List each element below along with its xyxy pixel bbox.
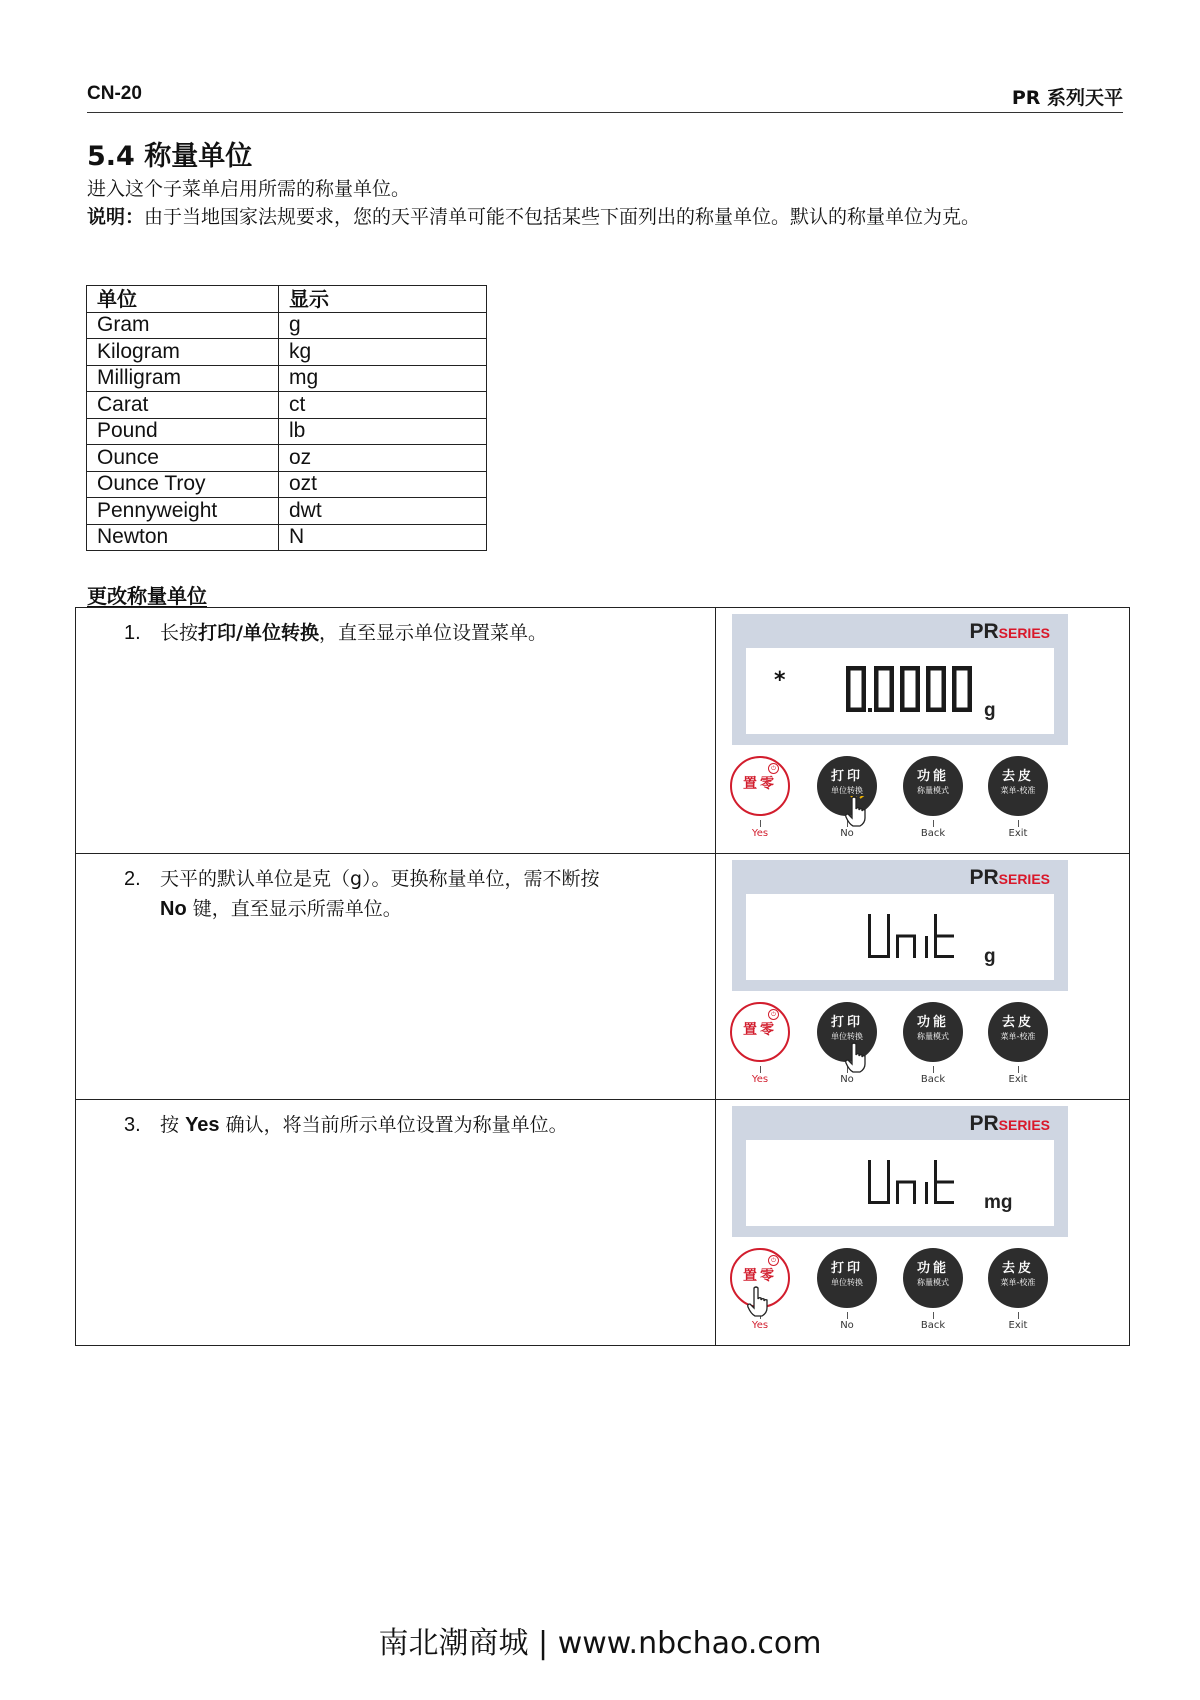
step-text: 键，直至显示所需单位。: [192, 898, 402, 920]
step-key-name: Yes: [185, 1114, 220, 1136]
section-intro: 进入这个子菜单启用所需的称量单位。: [87, 178, 411, 200]
brand-series: SERIES: [998, 625, 1050, 641]
key-main-label: 打印: [830, 769, 863, 784]
header-display: 显示: [279, 286, 487, 313]
step-key-name: No: [160, 898, 187, 920]
key-sub-label: 称量模式: [917, 1032, 949, 1041]
lcd-segment: [890, 666, 895, 689]
unit-name: Ounce Troy: [87, 471, 279, 498]
lcd-segment: [926, 666, 931, 689]
scale-panel: [716, 854, 1129, 1098]
unit-name: Newton: [87, 524, 279, 551]
lcd-screen: [746, 648, 1054, 734]
table-row: [87, 498, 487, 525]
lcd-segment: [913, 936, 916, 958]
key-tick: [1018, 1066, 1019, 1073]
key-caption: Back: [920, 1074, 946, 1085]
power-icon: ⏻: [768, 1255, 779, 1266]
table-row: [87, 365, 487, 392]
lcd-segment: [925, 936, 928, 958]
key-main-label: 置零: [743, 1268, 777, 1284]
display-bezel: [732, 1106, 1068, 1237]
unit-symbol: lb: [279, 418, 487, 445]
step-text: 确认，将当前所示单位设置为称量单位。: [225, 1114, 568, 1136]
lcd-segment: [868, 1182, 871, 1204]
zero-key[interactable]: [730, 756, 790, 816]
lcd-segment: [868, 1160, 871, 1182]
lcd-segment: [900, 689, 905, 712]
section-note: [87, 203, 1127, 232]
key-main-label: 置零: [743, 1022, 777, 1038]
page-number: CN-20: [87, 83, 142, 104]
brand-pr: PR: [969, 866, 999, 889]
stability-indicator: *: [774, 668, 786, 693]
pointer-hand-icon: [746, 1286, 772, 1318]
units-table-header: [87, 286, 487, 313]
lcd-segment: [968, 666, 973, 689]
unit-symbol: N: [279, 524, 487, 551]
lcd-segment: [868, 936, 871, 958]
brand-logo: [969, 866, 1050, 890]
brand-series: SERIES: [998, 871, 1050, 887]
unit-name: Kilogram: [87, 339, 279, 366]
power-icon: ⏻: [768, 1009, 779, 1020]
lcd-segment: [925, 1182, 928, 1204]
pointer-hand-shape: [748, 1287, 767, 1316]
unit-name: Ounce: [87, 445, 279, 472]
key-caption: Yes: [751, 828, 769, 839]
pointer-hand-icon: [844, 1042, 870, 1074]
key-main-label: 功能: [916, 769, 949, 784]
step-text: 长按: [160, 622, 199, 644]
unit-name: Carat: [87, 392, 279, 419]
lcd-readout: [746, 648, 1054, 734]
brand-logo: [969, 620, 1050, 644]
step-1: [124, 618, 715, 648]
table-row: [87, 445, 487, 472]
lcd-segment: [896, 1181, 916, 1184]
lcd-segment: [934, 1160, 937, 1182]
step-row: [76, 854, 1130, 1100]
lcd-unit: g: [984, 700, 996, 721]
brand-pr: PR: [969, 620, 999, 643]
section-title: 5.4 称量单位: [87, 141, 253, 172]
unit-name: Pennyweight: [87, 498, 279, 525]
step-text: 天平的默认单位是克（g）。更换称量单位，需不断按: [160, 868, 600, 890]
key-main-label: 打印: [830, 1261, 863, 1276]
key-caption: Yes: [751, 1074, 769, 1085]
key-sub-label: 菜单-校准: [1000, 1032, 1036, 1041]
footer-watermark: 南北潮商城 | www.nbchao.com: [378, 1626, 822, 1661]
lcd-segment: [887, 914, 890, 936]
scale-panel: [716, 1100, 1129, 1344]
note-label: 说明：: [87, 206, 145, 228]
lcd-segment: [952, 666, 957, 689]
key-tick: [760, 820, 761, 827]
lcd-segment: [887, 1160, 890, 1182]
unit-name: Pound: [87, 418, 279, 445]
key-caption: No: [840, 1074, 854, 1085]
function-mode-key[interactable]: [903, 756, 963, 816]
lcd-screen: [746, 1140, 1054, 1226]
key-caption: Back: [920, 828, 946, 839]
lcd-segment: [913, 1182, 916, 1204]
tare-menu-key[interactable]: [988, 1002, 1048, 1062]
lcd-unit: g: [984, 946, 996, 967]
key-caption: Back: [920, 1320, 946, 1331]
key-sub-label: 菜单-校准: [1000, 1278, 1036, 1287]
tare-menu-key[interactable]: [988, 1248, 1048, 1308]
display-bezel: [732, 860, 1068, 991]
step-key-name: 打印/单位转换: [198, 622, 319, 644]
brand-series: SERIES: [998, 1117, 1050, 1133]
function-mode-key[interactable]: [903, 1002, 963, 1062]
brand-pr: PR: [969, 1112, 999, 1135]
key-sub-label: 单位转换: [831, 786, 863, 795]
lcd-segment: [887, 936, 890, 958]
note-text: 由于当地国家法规要求，您的天平清单可能不包括某些下面列出的称量单位。默认的称量单位为克。: [144, 206, 981, 228]
key-tick: [933, 1312, 934, 1319]
pointer-hand-shape: [846, 797, 865, 826]
lcd-segment: [934, 936, 937, 958]
lcd-segment: [926, 689, 931, 712]
key-tick: [760, 1066, 761, 1073]
lcd-segment: [846, 666, 851, 689]
product-title: PR 系列天平: [1011, 87, 1123, 109]
pointer-hand-shape: [846, 1043, 865, 1072]
lcd-unit: mg: [984, 1192, 1013, 1213]
key-tick: [933, 1066, 934, 1073]
lcd-segment: [874, 666, 879, 689]
table-row: [87, 471, 487, 498]
step-text: ，直至显示单位设置菜单。: [318, 622, 547, 644]
key-tick: [1018, 820, 1019, 827]
lcd-segment: [916, 666, 921, 689]
table-row: [87, 392, 487, 419]
scale-panel: [716, 608, 1129, 852]
lcd-segment: [887, 1182, 890, 1204]
print-unit-key[interactable]: [817, 1248, 877, 1308]
step-number: 1.: [124, 622, 141, 644]
lcd-readout: [746, 894, 1054, 980]
step-3: [124, 1110, 715, 1140]
key-caption: No: [840, 828, 854, 839]
key-sub-label: 菜单-校准: [1000, 786, 1036, 795]
key-main-label: 功能: [916, 1261, 949, 1276]
brand-logo: [969, 1112, 1050, 1136]
key-tick: [847, 1312, 848, 1319]
display-bezel: [732, 614, 1068, 745]
key-caption: Exit: [1008, 828, 1028, 839]
table-row: [87, 339, 487, 366]
units-table: [86, 285, 487, 551]
lcd-segment: [942, 666, 947, 689]
lcd-segment: [934, 935, 954, 938]
key-main-label: 打印: [830, 1015, 863, 1030]
key-caption: No: [840, 1320, 854, 1331]
key-sub-label: 单位转换: [831, 1278, 863, 1287]
key-main-label: 去皮: [1001, 769, 1034, 784]
unit-symbol: g: [279, 312, 487, 339]
zero-key[interactable]: [730, 1002, 790, 1062]
lcd-segment: [874, 689, 879, 712]
key-sub-label: 称量模式: [917, 1278, 949, 1287]
table-row: [87, 418, 487, 445]
lcd-segment: [846, 689, 851, 712]
steps-table: [75, 607, 1130, 1346]
step-number: 2.: [124, 868, 141, 890]
lcd-screen: [746, 894, 1054, 980]
table-row: [87, 312, 487, 339]
key-tick: [933, 820, 934, 827]
unit-symbol: kg: [279, 339, 487, 366]
function-mode-key[interactable]: [903, 1248, 963, 1308]
key-main-label: 去皮: [1001, 1261, 1034, 1276]
step-number: 3.: [124, 1114, 141, 1136]
step-row: [76, 608, 1130, 854]
change-units-title: 更改称量单位: [87, 584, 207, 608]
lcd-segment: [952, 689, 957, 712]
lcd-segment: [900, 666, 905, 689]
key-main-label: 置零: [743, 776, 777, 792]
key-caption: Yes: [751, 1320, 769, 1331]
key-caption: Exit: [1008, 1320, 1028, 1331]
table-row: [87, 524, 487, 551]
decimal-point: [868, 708, 872, 712]
lcd-segment: [934, 914, 937, 936]
step-row: [76, 1100, 1130, 1346]
unit-name: Gram: [87, 312, 279, 339]
unit-symbol: ozt: [279, 471, 487, 498]
pointer-hand-icon: [844, 796, 870, 828]
lcd-segment: [868, 914, 871, 936]
step-text: 按: [160, 1114, 180, 1136]
lcd-segment: [896, 936, 899, 958]
lcd-segment: [896, 935, 916, 938]
unit-symbol: oz: [279, 445, 487, 472]
header-unit: 单位: [87, 286, 279, 313]
key-main-label: 去皮: [1001, 1015, 1034, 1030]
key-sub-label: 称量模式: [917, 786, 949, 795]
key-sub-label: 单位转换: [831, 1032, 863, 1041]
key-caption: Exit: [1008, 1074, 1028, 1085]
unit-symbol: ct: [279, 392, 487, 419]
power-icon: ⏻: [768, 763, 779, 774]
unit-name: Milligram: [87, 365, 279, 392]
lcd-segment: [934, 1181, 954, 1184]
lcd-segment: [868, 1201, 890, 1204]
lcd-segment: [862, 666, 867, 689]
unit-symbol: dwt: [279, 498, 487, 525]
step-2: [124, 864, 715, 924]
page-header: [87, 80, 1123, 113]
key-tick: [1018, 1312, 1019, 1319]
lcd-segment: [896, 1182, 899, 1204]
lcd-segment: [868, 955, 890, 958]
unit-symbol: mg: [279, 365, 487, 392]
lcd-segment: [934, 1182, 937, 1204]
key-main-label: 功能: [916, 1015, 949, 1030]
tare-menu-key[interactable]: [988, 756, 1048, 816]
